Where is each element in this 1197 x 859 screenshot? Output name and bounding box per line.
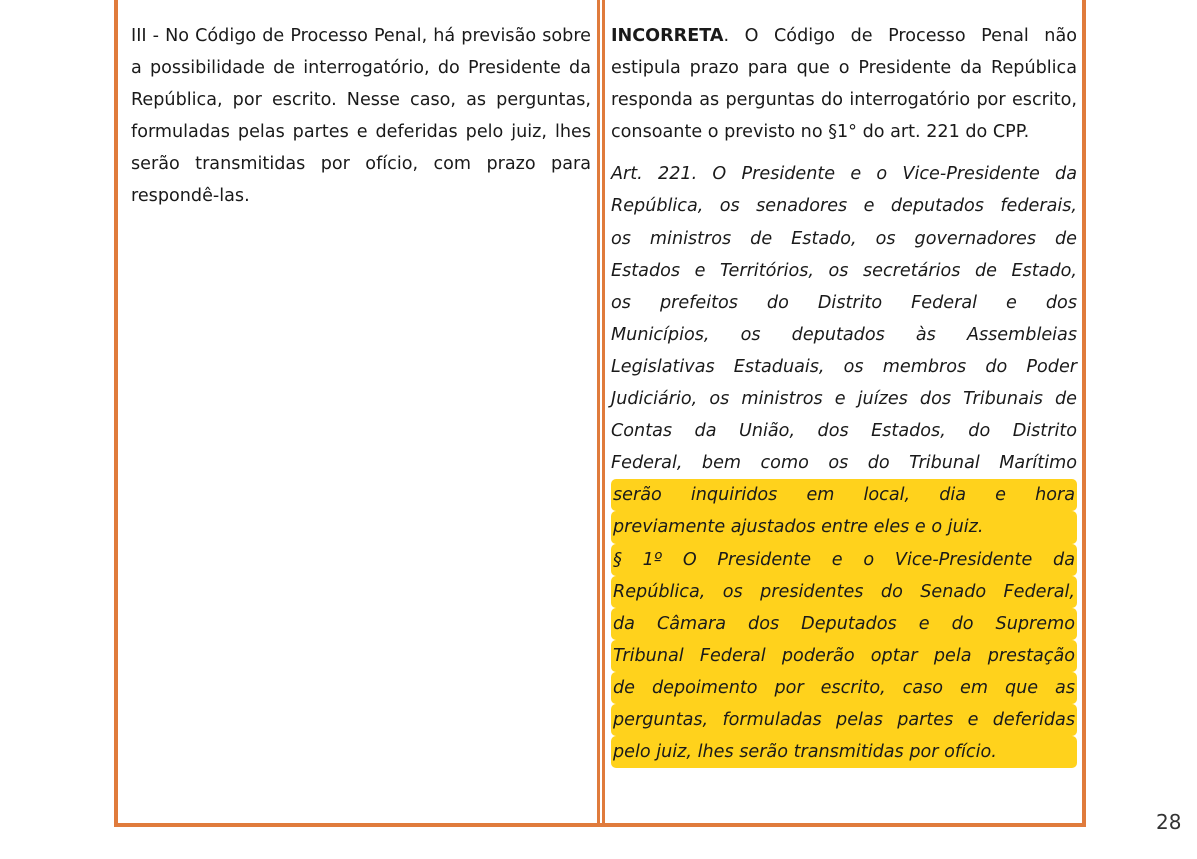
highlighted-law-line: previamente ajustados entre eles e o juiz.	[611, 511, 1077, 543]
column-divider	[597, 0, 605, 823]
highlighted-law-line: República, os presidentes do Senado Federal,	[611, 576, 1077, 608]
law-line: República, os senadores e deputados federais,	[611, 196, 1077, 217]
page-number: 28	[1156, 810, 1182, 834]
law-line: Estados e Territórios, os secretários de Estado,	[611, 260, 1077, 281]
highlighted-law-line: pelo juiz, lhes serão transmitidas por ofício.	[611, 736, 1077, 768]
verdict-label: INCORRETA	[611, 26, 724, 46]
highlighted-law-line: de depoimento por escrito, caso em que as	[611, 672, 1077, 704]
answer-table	[114, 0, 1086, 827]
law-line: Municípios, os deputados às Assembleias	[611, 324, 1077, 345]
law-line: Contas da União, dos Estados, do Distrito	[611, 421, 1077, 442]
explanation-text: . O Código de Processo Penal não estipula prazo para que o Presidente da República responda as perguntas do interrogatório por escrito, consoante o previsto no §1° do art. 221 do CPP.	[611, 26, 1077, 143]
law-line: Federal, bem como os do Tribunal Marítimo	[611, 453, 1077, 474]
question-text: III - No Código de Processo Penal, há previsão sobre a possibilidade de interrogatório, do Presidente da República, por escrito. Nesse caso, as perguntas, formuladas pelas partes e deferidas pelo juiz, lhes serão transmitidas por ofício, com prazo para respondê-las.	[131, 26, 591, 207]
law-line: os prefeitos do Distrito Federal e dos	[611, 292, 1077, 313]
law-line: Legislativas Estaduais, os membros do Poder	[611, 356, 1077, 377]
law-line: Art. 221. O Presidente e o Vice-Presidente da	[611, 164, 1077, 185]
question-cell	[131, 20, 591, 213]
highlighted-law-line: da Câmara dos Deputados e do Supremo	[611, 608, 1077, 640]
law-quote	[611, 158, 1077, 768]
law-line: os ministros de Estado, os governadores de	[611, 228, 1077, 249]
highlighted-law-line: Tribunal Federal poderão optar pela prestação	[611, 640, 1077, 672]
answer-cell	[611, 20, 1077, 768]
highlighted-law-line: perguntas, formuladas pelas partes e deferidas	[611, 704, 1077, 736]
highlighted-law-line: § 1º O Presidente e o Vice-Presidente da	[611, 544, 1077, 576]
answer-explanation	[611, 20, 1077, 148]
law-line: Judiciário, os ministros e juízes dos Tribunais de	[611, 389, 1077, 410]
highlighted-law-line: serão inquiridos em local, dia e hora	[611, 479, 1077, 511]
